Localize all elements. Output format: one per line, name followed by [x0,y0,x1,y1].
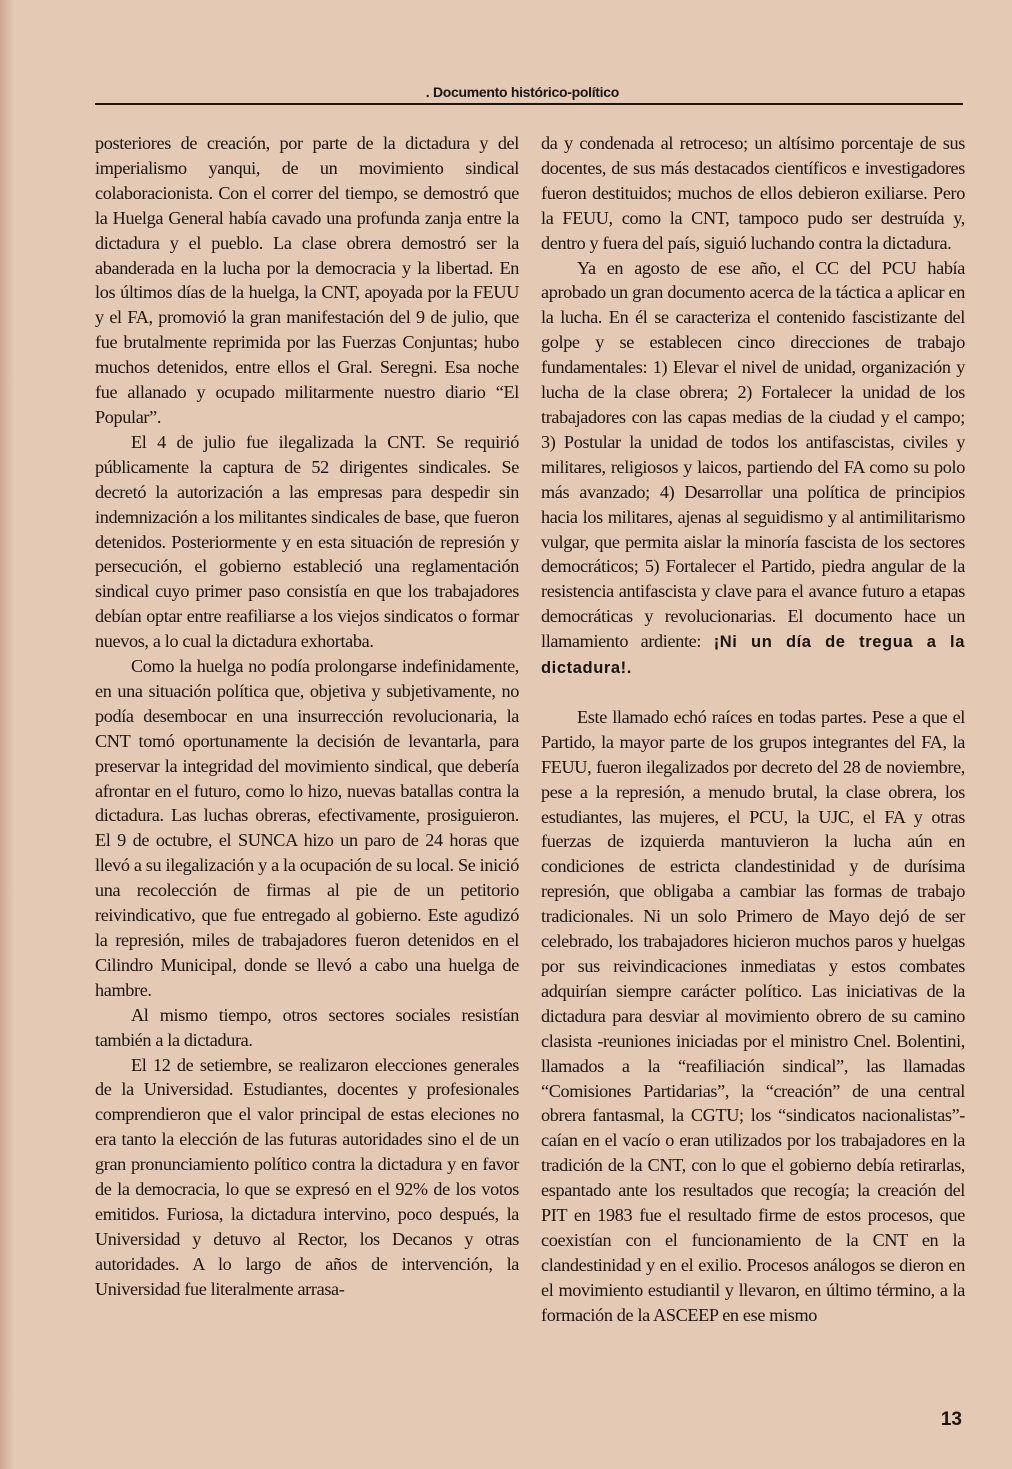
paragraph: Al mismo tiempo, otros sectores sociales resistían también a la dictadura. [95,1004,519,1050]
paragraph: Como la huelga no podía prolongarse indefinidamente, en una situación política que, objetiva y subjetivamente, no podía desembocar en una insurrección revolucionaria, la CNT tomó oportunamente la decisión de levantarla, para preservar la integridad del movimiento sindical, que debería afrontar en el futuro, como lo hizo, nuevas batallas contra la dictadura. Las luchas obreras, efectivamente, prosiguieron. El 9 de octubre, el SUNCA hizo un paro de 24 horas que llevó a su ilegalización y a la ocupación de su local. Se inició una recolección de firmas al pie de un petitorio reivindicativo, que fue entregado al gobierno. Este agudizó la represión, miles de trabajadores fueron detenidos en el Cilindro Municipal, donde se llevó a cabo una huelga de hambre. [95,656,519,1000]
page-binding-edge [0,0,14,1469]
emphasis-slogan: ¡Ni un día de tregua a la dictadura!. [541,633,966,678]
paragraph: El 12 de setiembre, se realizaron elecciones generales de la Universidad. Estudiantes, docentes y profesionales comprendieron que el valor principal de estas eleciones no era tanto la elección de las futuras autoridades sino el de un gran pronunciamiento político contra la dictadura y en favor de la democracia, lo que se expresó en el 92% de los votos emitidos. Furiosa, la dictadura intervino, poco después, la Universidad y detuvo al Rector, los Decanos y otras autoridades. A lo largo de años de intervención, la Universidad fue literalmente arrasa- [95,1054,519,1299]
paragraph: da y condenada al retroceso; un altísimo porcentaje de sus docentes, de sus más destacados científicos e investigadores fueron destituidos; muchos de ellos debieron exiliarse. Pero la FEUU, como la CNT, tampoco pudo ser destruída y, dentro y fuera del país, siguió luchando contra la dictadura. [541,133,965,253]
paragraph-text: Ya en agosto de ese año, el CC del PCU había aprobado un gran documento acerca de la táctica a aplicar en la lucha. En él se caracteriza el contenido fascistizante del golpe y se establecen cinco direcciones de trabajo fundamentales: 1) Elevar el nivel de unidad, organización y lucha de la clase obrera; 2) Fortalecer la unidad de los trabajadores con las capas medias de la ciudad y el campo; 3) Postular la unidad de todos los antifascistas, civiles y militares, religiosos y laicos, partiendo del FA como su polo más avanzado; 4) Desarrollar una política de principios hacia los militares, ajenas al seguidismo y al antimilitarismo vulgar, que permita aislar la minoría fascista de los sectores democráticos; 5) Fortalecer el Partido, piedra angular de la resistencia antifascista y clave para el avance futuro a etapas democráticas y revolucionarias. El documento hace un llamamiento ardiente: [541,257,965,652]
running-header: . Documento histórico-político [425,84,619,100]
paragraph: posteriores de creación, por parte de la dictadura y del imperialismo yanqui, de un movimiento sindical colaboracionista. Con el correr del tiempo, se demostró que la Huelga General había cavado una profunda zanja entre la dictadura y el pueblo. La clase obrera demostró ser la abanderada en la lucha por la democracia y la libertad. En los últimos días de la huelga, la CNT, apoyada por la FEUU y el FA, promovió la gran manifestación del 9 de julio, que fue brutalmente reprimida por las Fuerzas Conjuntas; hubo muchos detenidos, entre ellos el Gral. Seregni. Esa noche fue allanado y ocupado militarmente nuestro diario “El Popular”. [95,133,519,427]
paragraph: Este llamado echó raíces en todas partes. Pese a que el Partido, la mayor parte de los grupos integrantes del FA, la FEUU, fueron ilegalizados por decreto del 28 de noviembre, pese a la represión, a menudo brutal, la clase obrera, los estudiantes, las mujeres, el PCU, la UJC, el FA y otras fuerzas de izquierda mantuvieron la lucha aún en condiciones de estricta clandestinidad y de durísima represión, que obligaba a cambiar las formas de trabajo tradicionales. Ni un solo Primero de Mayo dejó de ser celebrado, los trabajadores hicieron muchos paros y huelgas por sus reivindicaciones inmediatas y estos combates adquirían siempre carácter político. Las iniciativas de la dictadura para desviar al movimiento obrero de su camino clasista -reuniones iniciadas por el ministro Cnel. Bolentini, llamados a la “reafiliación sindical”, las llamadas “Comisiones Partidarias”, la “creación” de una central obrera fantasmal, la CGTU; los “sindicatos nacionalistas”- caían en el vacío o eran utilizados por los trabajadores en la tradición de la CNT, con lo que el gobierno debía retirarlas, espantado ante los resultados que recogía; la creación del PIT en 1983 fue el resultado firme de estos procesos, que coexistían con el funcionamiento de la CNT en la clandestinidad y en el exilio. Procesos análogos se dieron en el movimiento estudiantil y llevaron, en último término, a la formación de la ASCEEP en ese mismo [541,706,965,1325]
paragraph [541,256,965,681]
page-number: 13 [940,1409,962,1430]
header-rule [95,103,963,105]
right-column [541,131,965,1328]
left-column [95,131,519,1302]
paragraph: El 4 de julio fue ilegalizada la CNT. Se requirió públicamente la captura de 52 dirigentes sindicales. Se decretó la autorización a las empresas para despedir sin indemnización a los militantes sindicales de base, que fueron detenidos. Posteriormente y en esta situación de represión y persecución, el gobierno estableció una reglamentación sindical cuyo primer paso consistía en que los trabajadores debían optar entre reafiliarse a los viejos sindicatos o formar nuevos, a lo cual la dictadura exhortaba. [95,431,519,652]
